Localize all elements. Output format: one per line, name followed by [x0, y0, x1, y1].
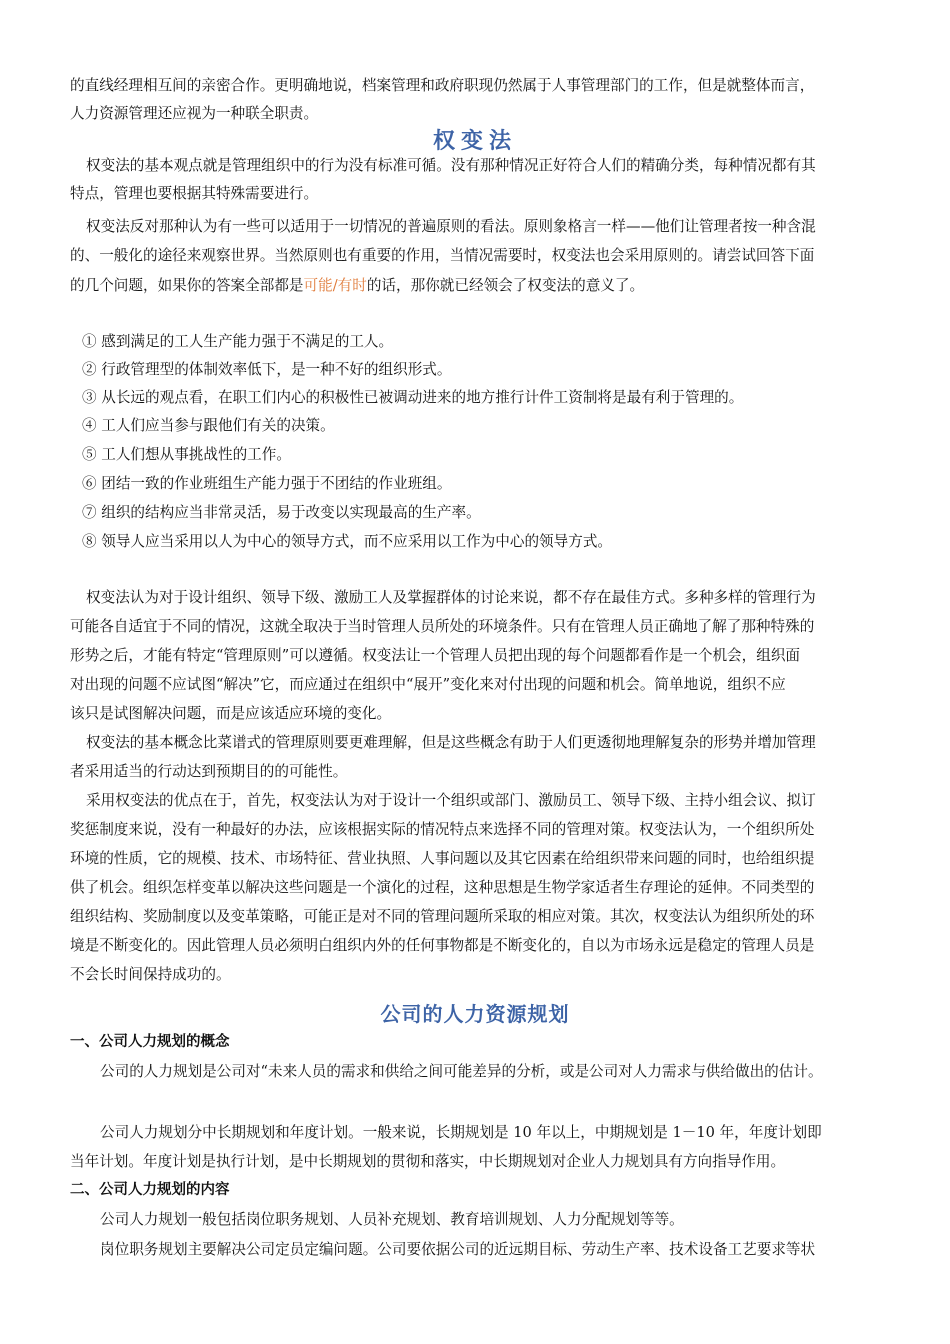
paragraph-line: 岗位职务规划主要解决公司定员定编问题。公司要依据公司的近远期目标、劳动生产率、技术设备工艺要求等状	[100, 1241, 816, 1258]
text-segment: 的几个问题，如果你的答案全部都是	[70, 277, 304, 294]
paragraph-line: 权变法的基本概念比菜谱式的管理原则要更难理解，但是这些概念有助于人们更透彻地理解复杂的形势并增加管理	[86, 734, 816, 751]
paragraph-line: 权变法认为对于设计组织、领导下级、激励工人及掌握群体的讨论来说，都不存在最佳方式。多种多样的管理行为	[86, 589, 816, 606]
question-item: ⑤ 工人们想从事挑战性的工作。	[82, 446, 291, 463]
paragraph-line: 对出现的问题不应试图“解决”它，而应通过在组织中“展开”变化来对付出现的问题和机会。简单地说，组织不应	[70, 676, 786, 693]
intro-line-2: 人力资源管理还应视为一种联全职责。	[70, 105, 319, 122]
paragraph-line: 公司人力规划分中长期规划和年度计划。一般来说，长期规划是 10 年以上，中期规划是 1－10 年，年度计划即	[100, 1124, 822, 1141]
question-item: ④ 工人们应当参与跟他们有关的决策。	[82, 417, 335, 434]
paragraph-line	[70, 276, 644, 296]
question-item: ② 行政管理型的体制效率低下，是一种不好的组织形式。	[82, 361, 452, 378]
question-item: ⑥ 团结一致的作业班组生产能力强于不团结的作业班组。	[82, 475, 452, 492]
paragraph-line: 奖惩制度来说，没有一种最好的办法，应该根据实际的情况特点来选择不同的管理对策。权变法认为，一个组织所处	[70, 821, 815, 838]
paragraph-line: 境是不断变化的。因此管理人员必须明白组织内外的任何事物都是不断变化的，自以为市场永远是稳定的管理人员是	[70, 937, 815, 954]
paragraph-line: 采用权变法的优点在于，首先，权变法认为对于设计一个组织或部门、激励员工、领导下级、主持小组会议、拟订	[86, 792, 816, 809]
section-title-hr-planning: 公司的人力资源规划	[380, 1002, 570, 1026]
paragraph-line: 环境的性质，它的规模、技术、市场特征、营业执照、人事问题以及其它因素在给组织带来问题的同时，也给组织提	[70, 850, 815, 867]
paragraph-line: 当年计划。年度计划是执行计划，是中长期规划的贯彻和落实，中长期规划对企业人力规划具有方向指导作用。	[70, 1153, 786, 1170]
question-item: ⑧ 领导人应当采用以人为中心的领导方式，而不应采用以工作为中心的领导方式。	[82, 533, 613, 550]
subheading-concept: 一、公司人力规划的概念	[70, 1034, 230, 1050]
paragraph-line: 公司的人力规划是公司对“未来人员的需求和供给之间可能差异的分析，或是公司对人力需求与供给做出的估计。	[100, 1063, 823, 1080]
paragraph-line: 形势之后，才能有特定“管理原则”可以遵循。权变法让一个管理人员把出现的每个问题都看作是一个机会，组织面	[70, 647, 801, 664]
paragraph-line: 该只是试图解决问题，而是应该适应环境的变化。	[70, 705, 392, 722]
paragraph-line: 公司人力规划一般包括岗位职务规划、人员补充规划、教育培训规划、人力分配规划等等。	[100, 1211, 684, 1228]
paragraph-line: 特点，管理也要根据其特殊需要进行。	[70, 185, 319, 202]
paragraph-line: 组织结构、奖励制度以及变革策略，可能正是对不同的管理问题所采取的相应对策。其次，权变法认为组织所处的环	[70, 908, 815, 925]
question-item: ③ 从长远的观点看，在职工们内心的积极性已被调动进来的地方推行计件工资制将是最有利于管理的。	[82, 389, 744, 406]
paragraph-line: 权变法反对那种认为有一些可以适用于一切情况的普遍原则的看法。原则象格言一样——他们让管理者按一种含混	[86, 218, 816, 235]
highlighted-answer: 可能/有时	[303, 277, 367, 294]
paragraph-line: 供了机会。组织怎样变革以解决这些问题是一个演化的过程，这种思想是生物学家适者生存理论的延伸。不同类型的	[70, 879, 815, 896]
paragraph-line: 不会长时间保持成功的。	[70, 966, 231, 983]
text-segment: 的话，那你就已经领会了权变法的意义了。	[366, 277, 645, 294]
paragraph-line: 权变法的基本观点就是管理组织中的行为没有标准可循。没有那种情况正好符合人们的精确分类，每种情况都有其	[86, 157, 816, 174]
section-title-contingency: 权变法	[432, 129, 517, 154]
question-item: ① 感到满足的工人生产能力强于不满足的工人。	[82, 333, 394, 350]
paragraph-line: 可能各自适宜于不同的情况，这就全取决于当时管理人员所处的环境条件。只有在管理人员正确地了解了那种特殊的	[70, 618, 815, 635]
paragraph-line: 者采用适当的行动达到预期目的的可能性。	[70, 763, 348, 780]
subheading-content: 二、公司人力规划的内容	[70, 1182, 230, 1198]
intro-line-1: 的直线经理相互间的亲密合作。更明确地说，档案管理和政府职现仍然属于人事管理部门的工作，但是就整体而言，	[70, 77, 815, 94]
question-item: ⑦ 组织的结构应当非常灵活，易于改变以实现最高的生产率。	[82, 504, 481, 521]
paragraph-line: 的、一般化的途径来观察世界。当然原则也有重要的作用，当情况需要时，权变法也会采用原则的。请尝试回答下面	[70, 247, 815, 264]
